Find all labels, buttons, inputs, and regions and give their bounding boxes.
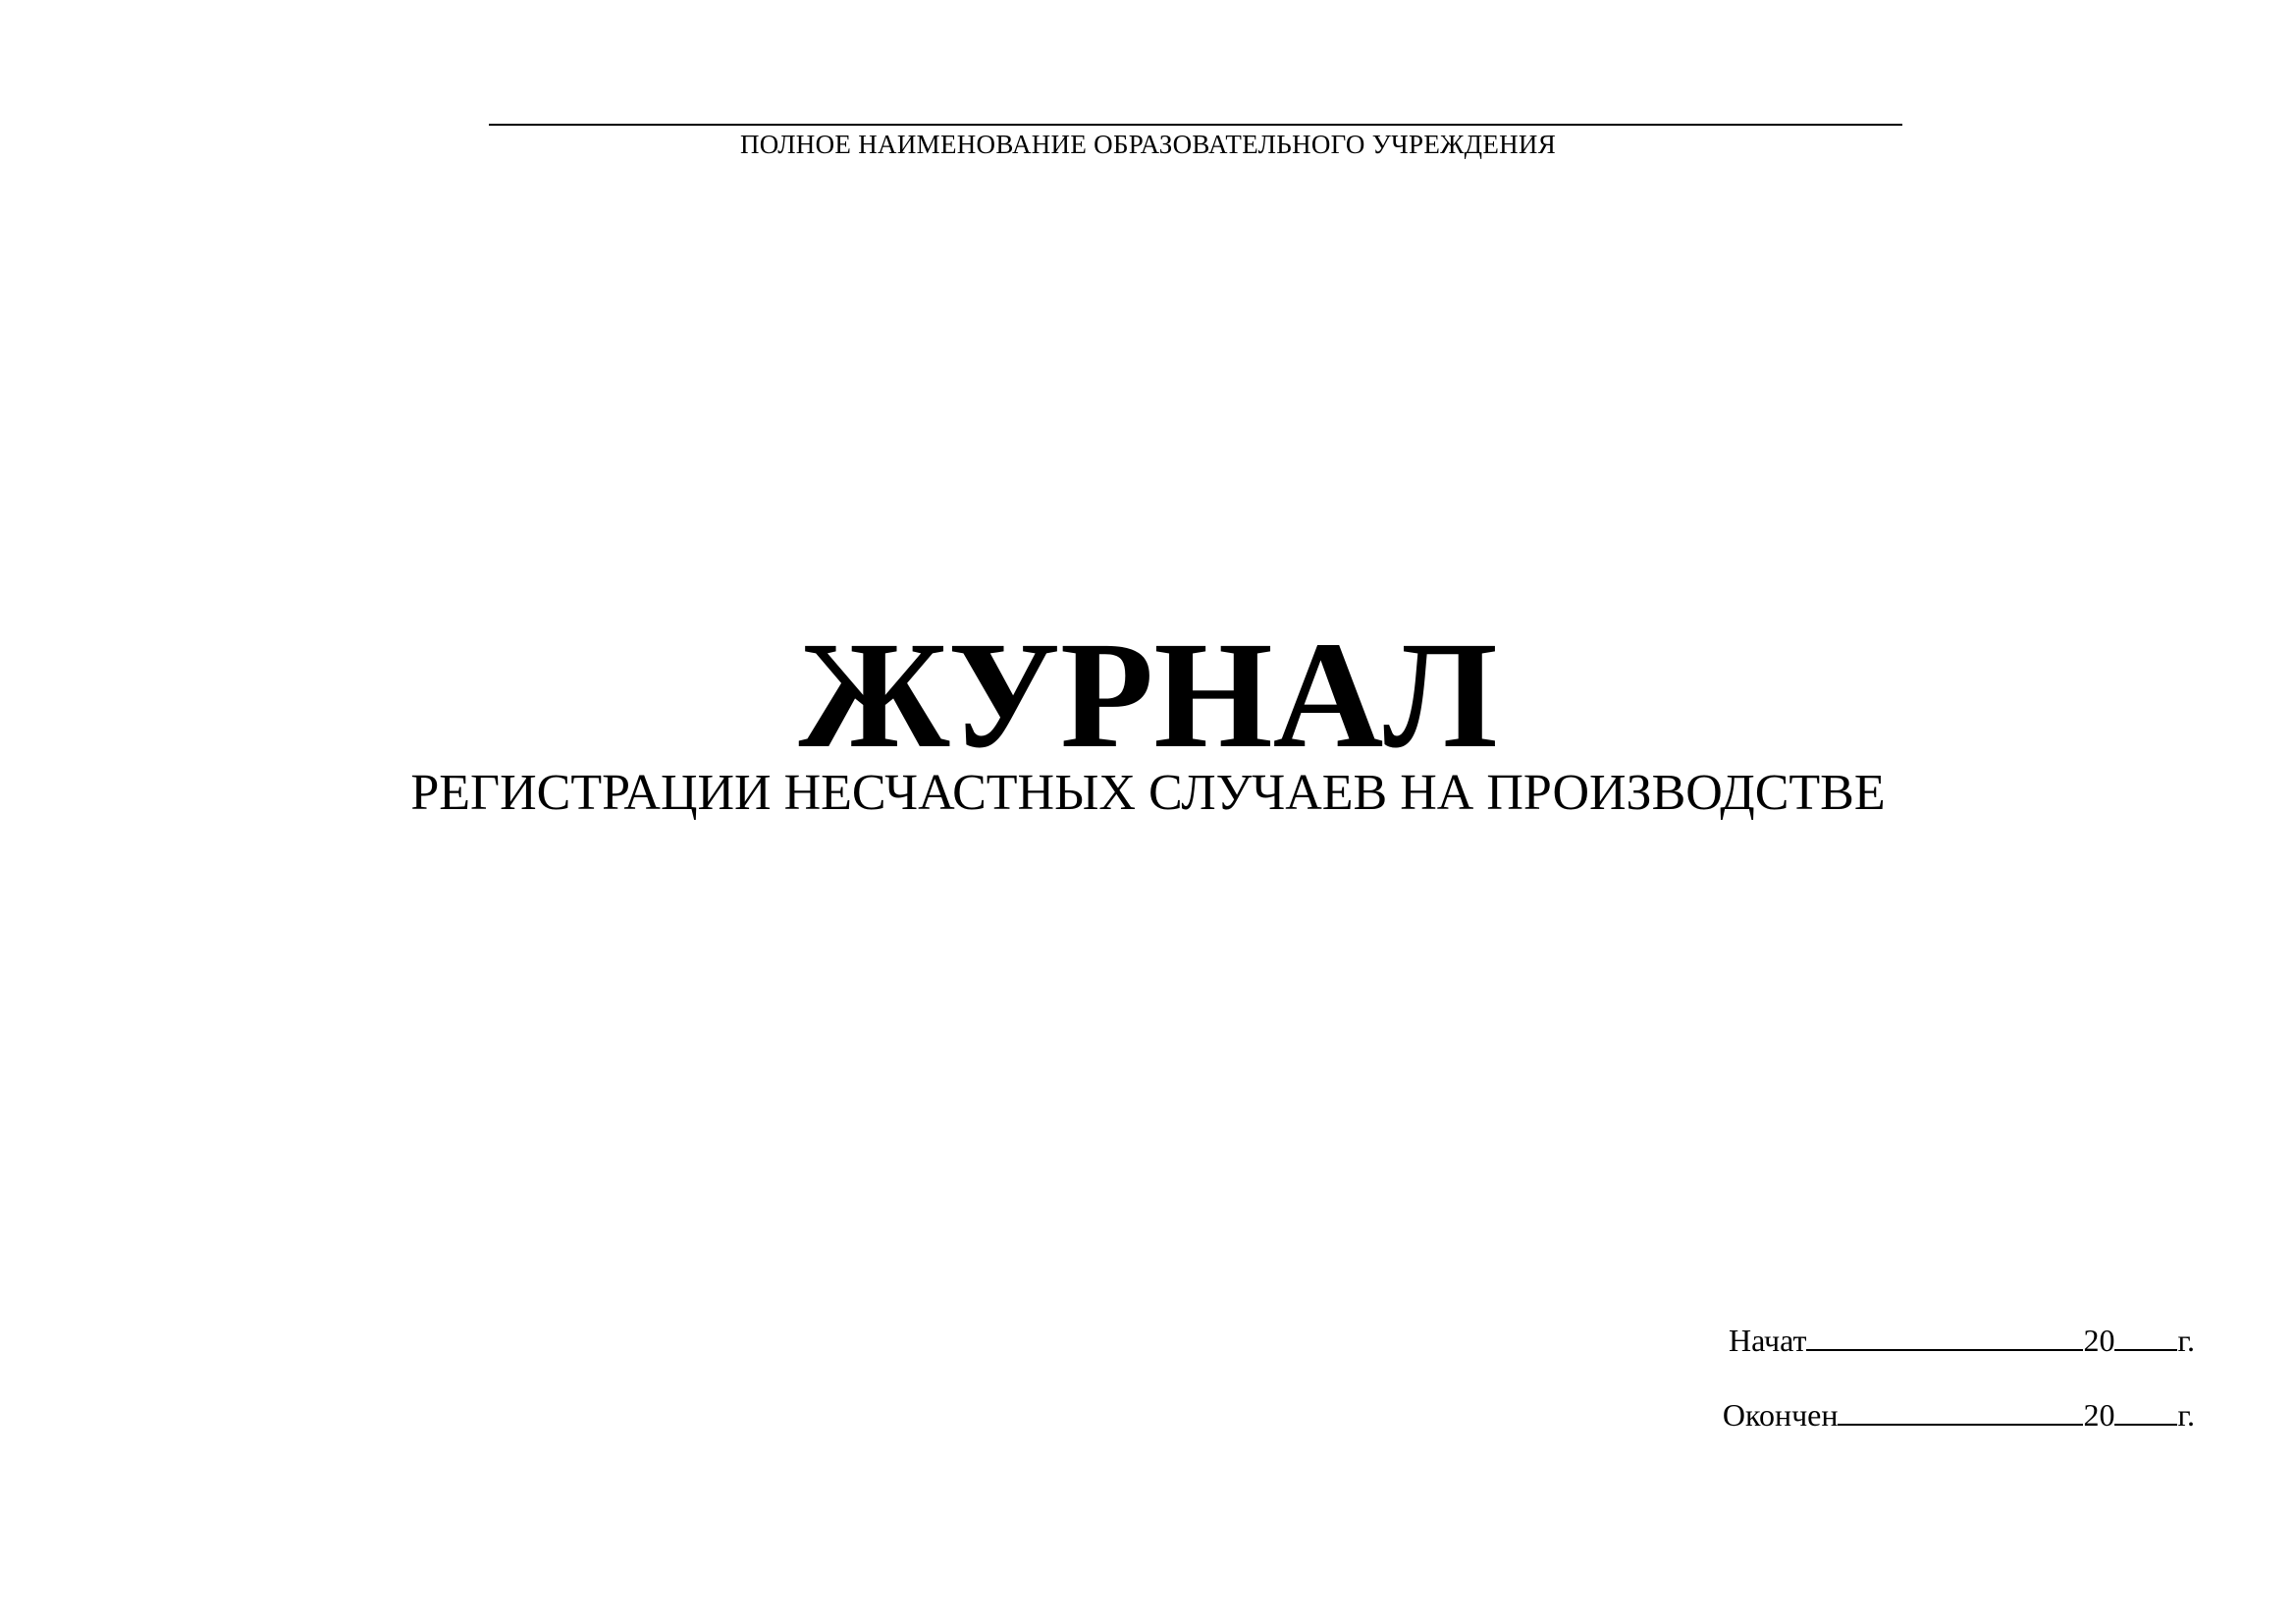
journal-title: ЖУРНАЛ xyxy=(798,610,1498,780)
finished-date-row xyxy=(1723,1398,2195,1431)
started-date-blank xyxy=(1806,1324,2083,1351)
journal-subtitle: РЕГИСТРАЦИИ НЕСЧАСТНЫХ СЛУЧАЕВ НА ПРОИЗВОДСТВЕ xyxy=(410,765,1886,821)
organization-name-blank-line xyxy=(489,124,1902,126)
finished-century: 20 xyxy=(2083,1397,2115,1433)
started-year-blank xyxy=(2114,1324,2177,1351)
finished-date-blank xyxy=(1838,1398,2083,1426)
started-date-row xyxy=(1729,1324,2195,1356)
finished-year-suffix: г. xyxy=(2177,1397,2195,1433)
finished-label: Окончен xyxy=(1722,1397,1839,1433)
started-century: 20 xyxy=(2083,1323,2115,1358)
started-label: Начат xyxy=(1729,1323,1807,1358)
finished-year-blank xyxy=(2114,1398,2177,1426)
organization-name-caption: ПОЛНОЕ НАИМЕНОВАНИЕ ОБРАЗОВАТЕЛЬНОГО УЧРЕЖДЕНИЯ xyxy=(739,130,1557,159)
started-year-suffix: г. xyxy=(2177,1323,2195,1358)
